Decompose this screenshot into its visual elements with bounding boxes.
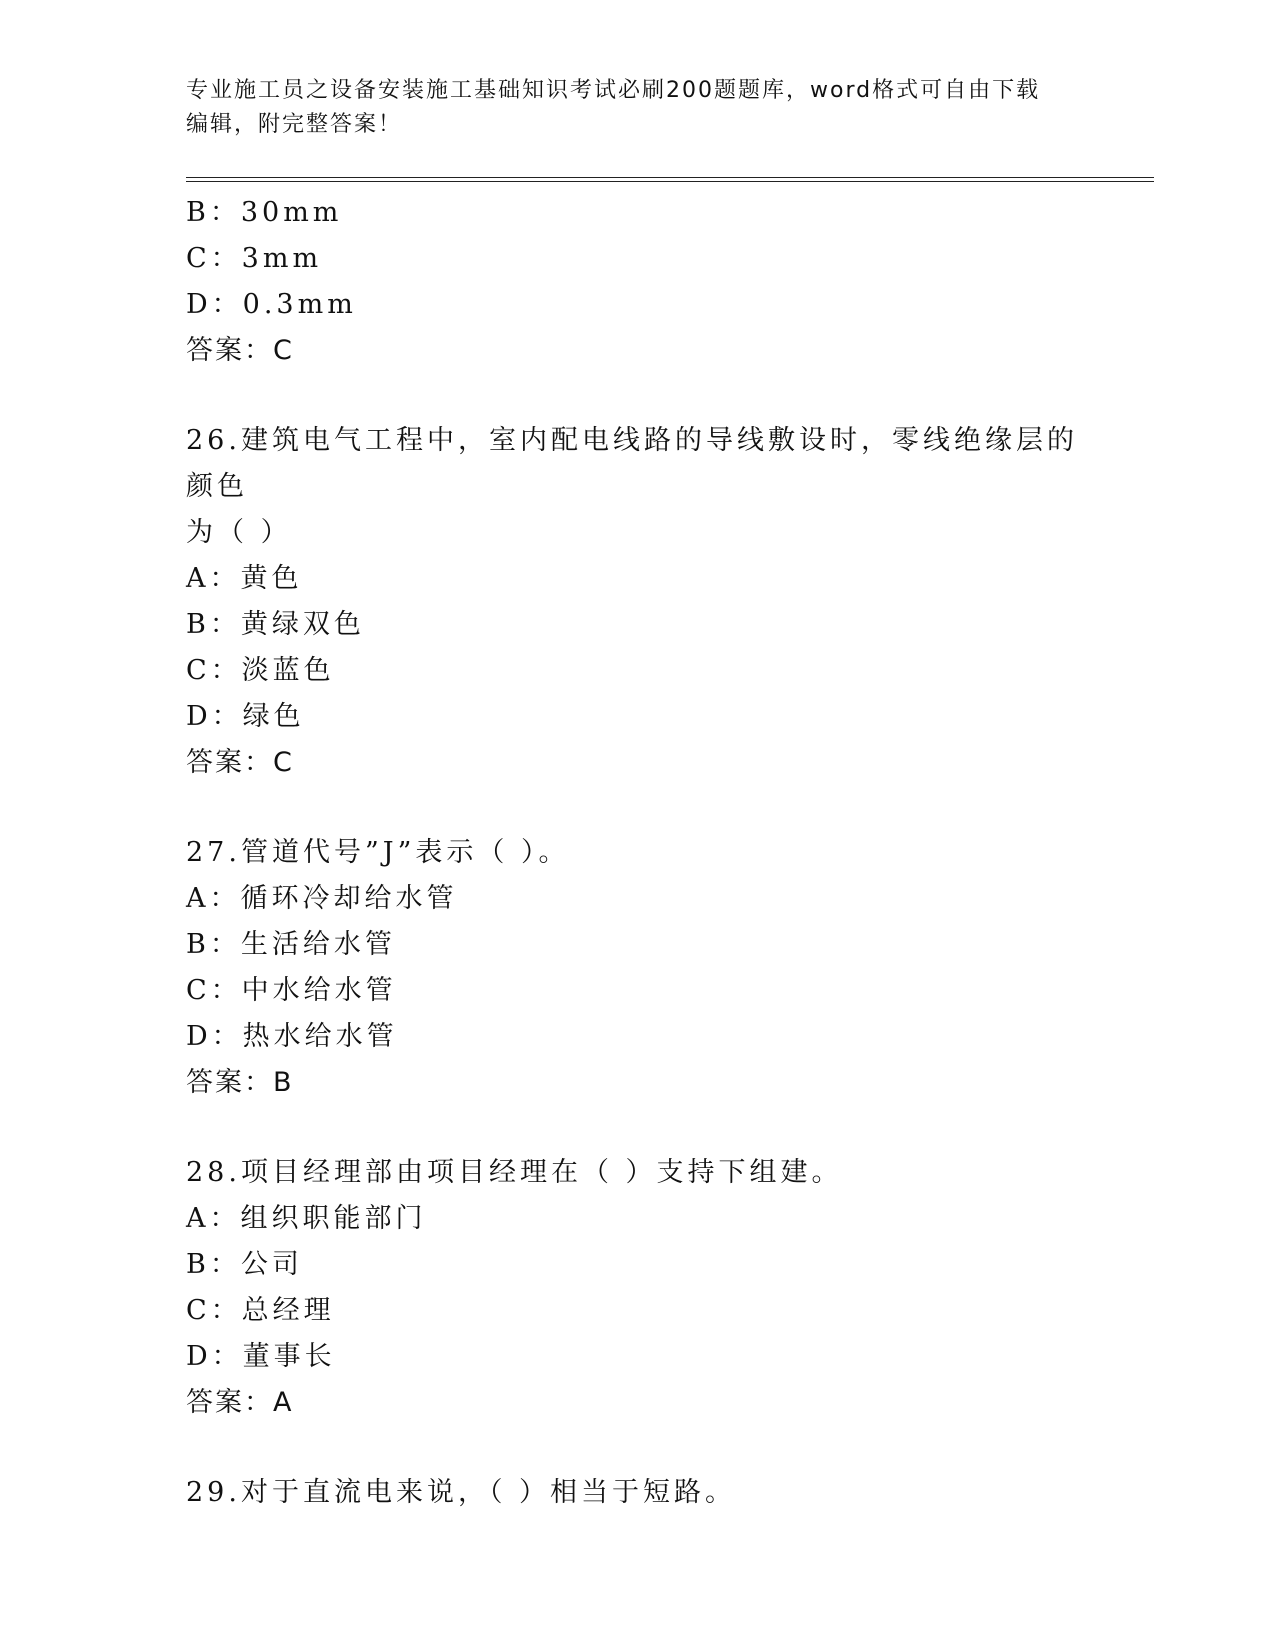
option-a: A：黄色	[186, 563, 303, 594]
option-c: C：中水给水管	[186, 975, 397, 1006]
option-b: B：生活给水管	[186, 929, 396, 960]
option-a: A：循环冷却给水管	[186, 883, 458, 914]
document-header	[186, 74, 1086, 142]
question-list	[186, 190, 1086, 1516]
option-d: D：0.3mm	[186, 289, 357, 320]
question-spacer	[186, 374, 1086, 418]
option-c: C：淡蓝色	[186, 655, 335, 686]
answer: 答案：A	[186, 1387, 294, 1418]
option-b: B：30mm	[186, 197, 343, 228]
question-text: 29.对于直流电来说，（ ）相当于短路。	[186, 1477, 737, 1508]
question-spacer	[186, 786, 1086, 830]
question-text: 28.项目经理部由项目经理在（ ）支持下组建。	[186, 1157, 843, 1188]
answer: 答案：B	[186, 1067, 294, 1098]
question-29	[186, 1470, 1086, 1516]
header-title-line-2: 编辑，附完整答案！	[186, 112, 403, 137]
option-c: C：总经理	[186, 1295, 335, 1326]
question-text-line-2: 为（ ）	[186, 517, 292, 548]
option-d: D：绿色	[186, 701, 305, 732]
header-divider-top	[186, 177, 1154, 178]
question-26	[186, 418, 1086, 786]
question-28	[186, 1150, 1086, 1426]
option-d: D：热水给水管	[186, 1021, 398, 1052]
answer: 答案：C	[186, 747, 294, 778]
question-text: 27.管道代号”J”表示（ ）。	[186, 837, 570, 868]
header-title-line-1: 专业施工员之设备安装施工基础知识考试必刷200题题库，word格式可自由下载	[186, 78, 1041, 103]
option-d: D：董事长	[186, 1341, 336, 1372]
question-spacer	[186, 1426, 1086, 1470]
header-divider-bottom	[186, 181, 1154, 182]
option-b: B：黄绿双色	[186, 609, 365, 640]
question-spacer	[186, 1106, 1086, 1150]
option-a: A：组织职能部门	[186, 1203, 427, 1234]
question-25-tail	[186, 190, 1086, 374]
option-b: B：公司	[186, 1249, 303, 1280]
option-c: C：3mm	[186, 243, 323, 274]
question-text-line-1: 26.建筑电气工程中，室内配电线路的导线敷设时，零线绝缘层的颜色	[186, 425, 1078, 502]
question-27	[186, 830, 1086, 1106]
answer: 答案：C	[186, 335, 294, 366]
